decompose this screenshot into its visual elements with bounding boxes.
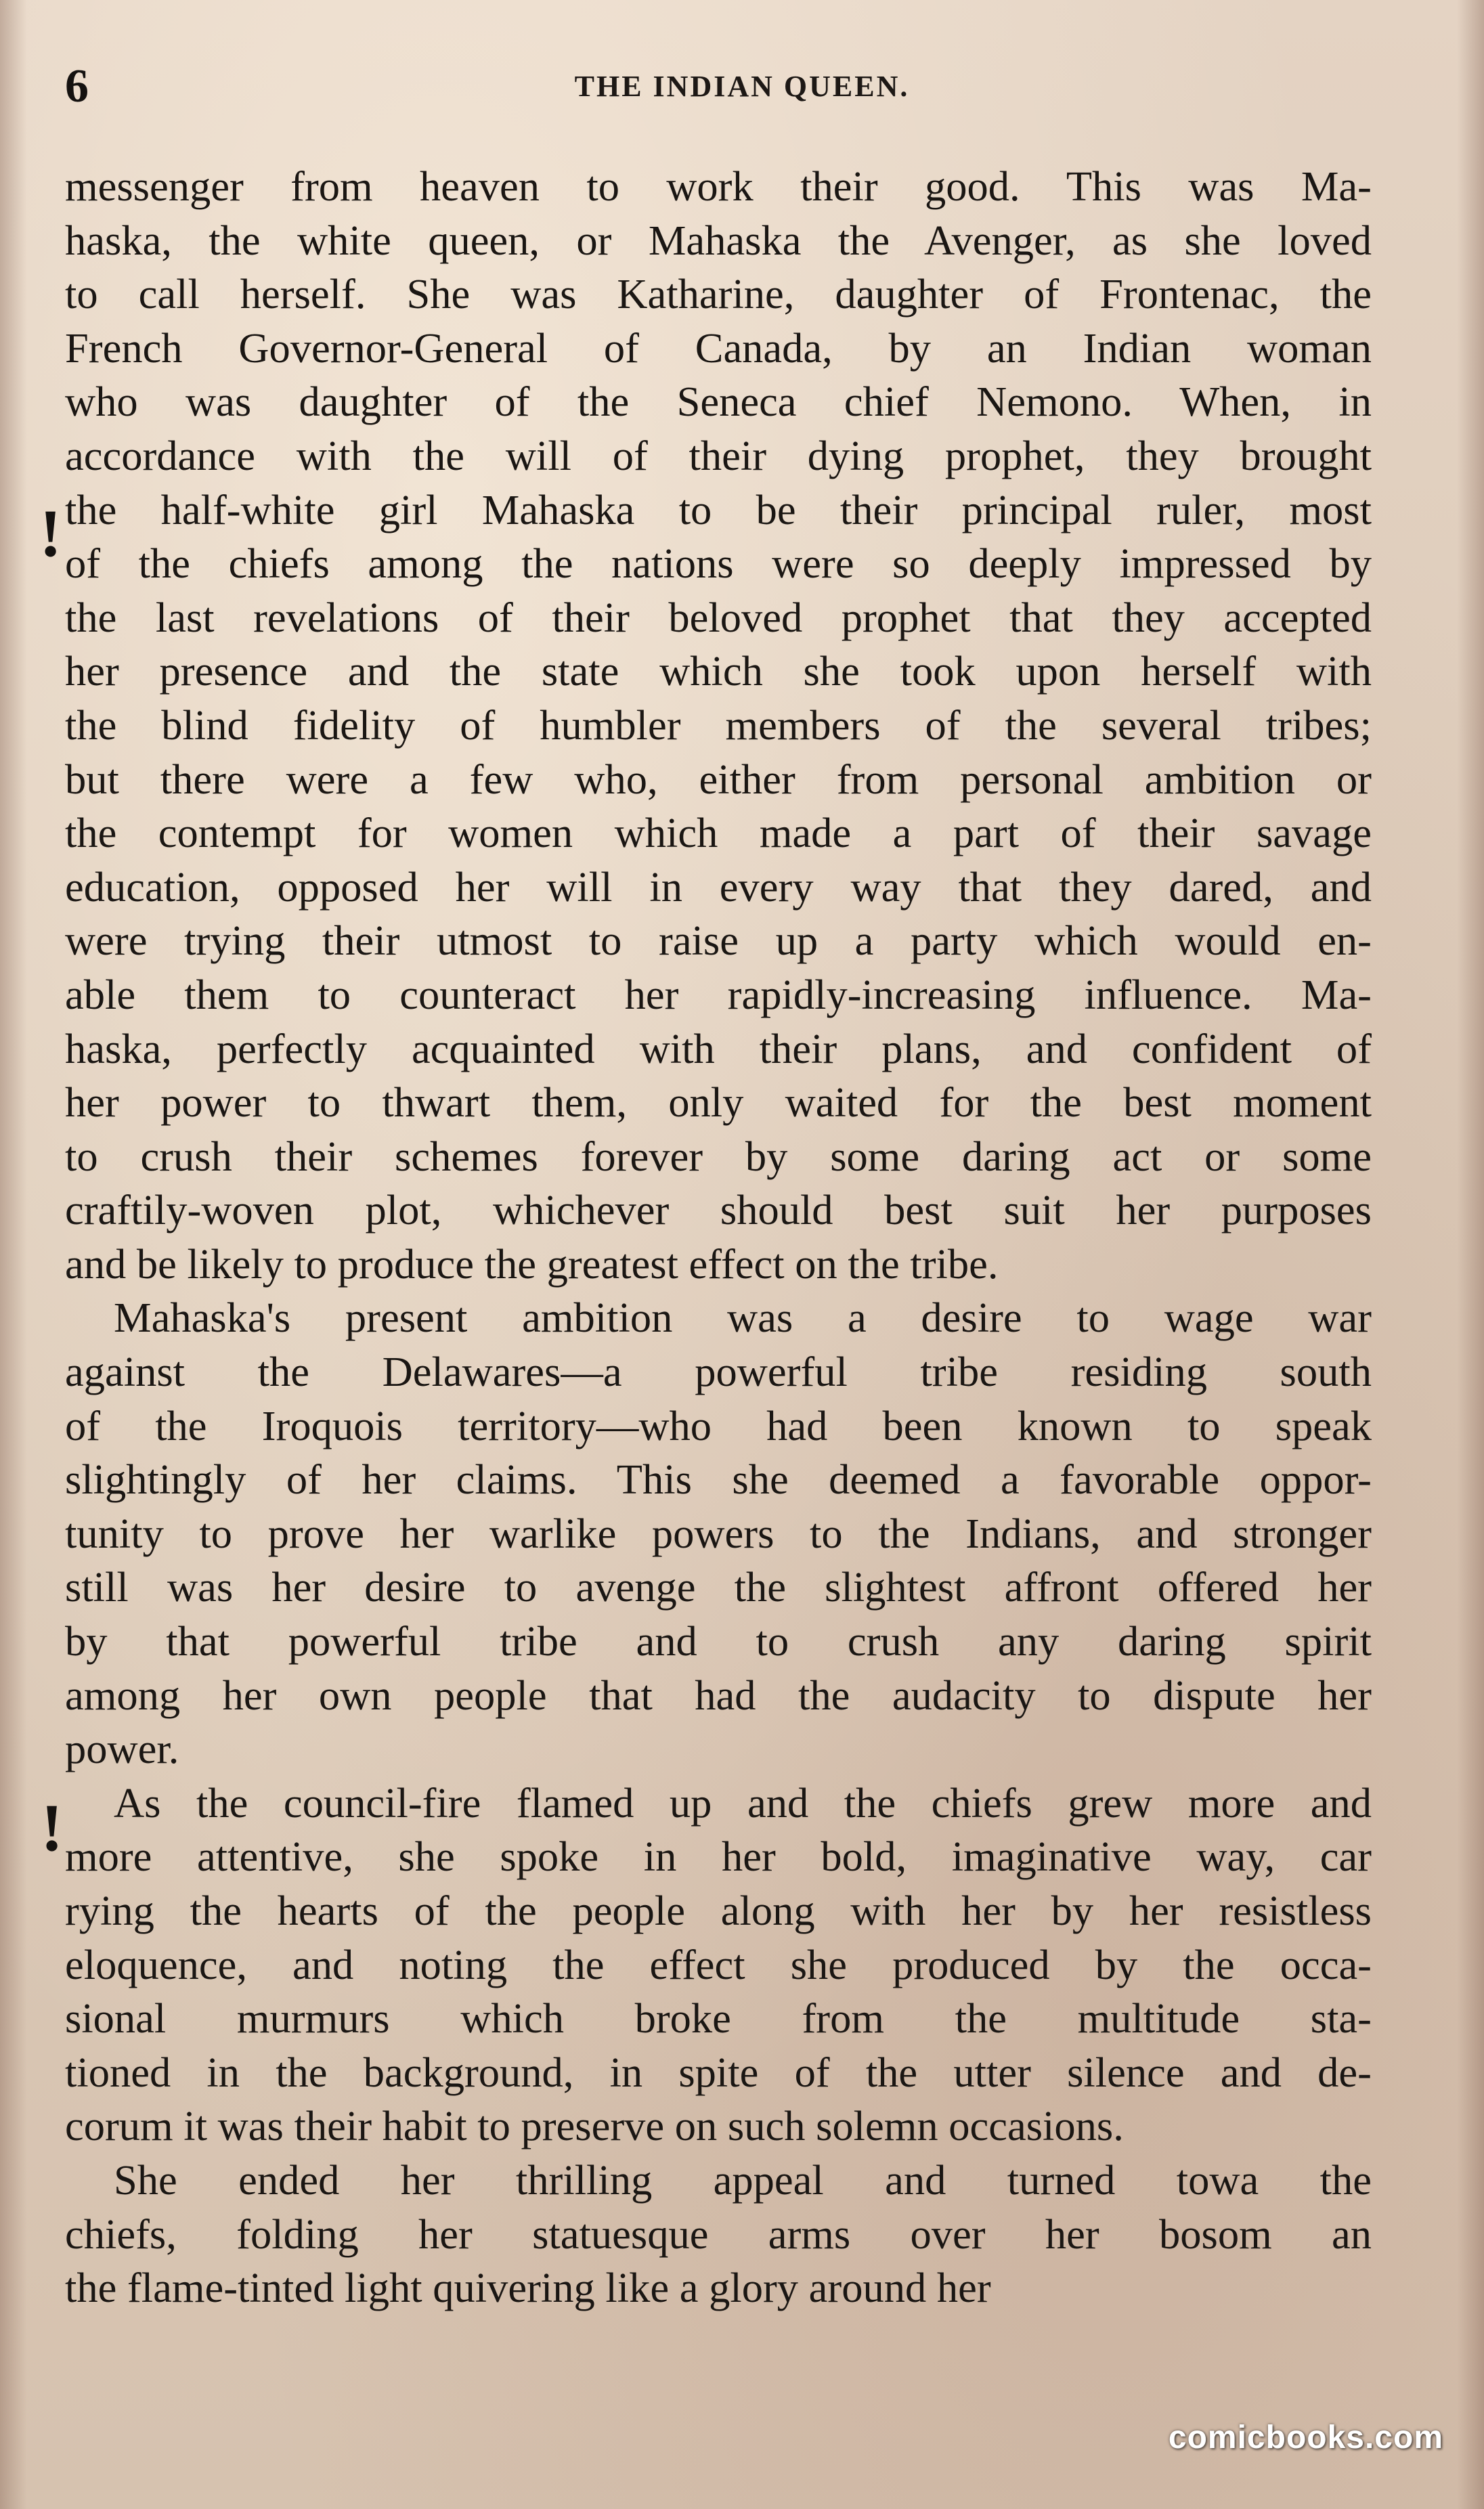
text-line: the flame-tinted light quivering like a glory around her xyxy=(65,2264,991,2312)
text-line: to call herself. She was Katharine, daughter of Frontenac, the xyxy=(65,270,1372,318)
text-line: corum it was their habit to preserve on such solemn occasions. xyxy=(65,2102,1124,2150)
text-line: As the council-fire flamed up and the chiefs grew more and xyxy=(114,1779,1372,1827)
page-edge-shadow-right xyxy=(1457,0,1484,2509)
paragraph xyxy=(65,2154,1372,2315)
text-line: the half-white girl Mahaska to be their principal ruler, most xyxy=(65,485,1372,533)
text-line: accordance with the will of their dying prophet, they brought xyxy=(65,431,1372,479)
page-number: 6 xyxy=(65,60,89,112)
paragraph xyxy=(65,1776,1372,2154)
text-line: haska, perfectly acquainted with their plans, and confident of xyxy=(65,1024,1372,1072)
text-line: eloquence, and noting the effect she produced by the occa- xyxy=(65,1940,1372,1988)
text-line: education, opposed her will in every way that they dared, and xyxy=(65,863,1372,911)
text-line: to crush their schemes forever by some daring act or some xyxy=(65,1132,1372,1180)
text-line: Mahaska's present ambition was a desire to wage war xyxy=(114,1294,1372,1342)
text-line: by that powerful tribe and to crush any daring spirit xyxy=(65,1617,1372,1665)
text-line: haska, the white queen, or Mahaska the Avenger, as she loved xyxy=(65,216,1372,264)
page-header xyxy=(65,60,1419,114)
text-line: power. xyxy=(65,1725,179,1773)
text-line: messenger from heaven to work their good. This was Ma- xyxy=(65,162,1372,210)
text-line: still was her desire to avenge the slightest affront offered her xyxy=(65,1563,1372,1611)
text-line: tunity to prove her warlike powers to the Indians, and stronger xyxy=(65,1509,1372,1557)
page-edge-shadow-left xyxy=(0,0,27,2509)
text-line: the blind fidelity of humbler members of the several tribes; xyxy=(65,701,1372,749)
margin-mark: ! xyxy=(39,496,62,571)
text-line: more attentive, she spoke in her bold, imaginative way, car xyxy=(65,1833,1372,1881)
text-line: She ended her thrilling appeal and turned towa the xyxy=(114,2156,1372,2204)
text-line: tioned in the background, in spite of the utter silence and de- xyxy=(65,2048,1372,2096)
text-line: but there were a few who, either from personal ambition or xyxy=(65,755,1372,803)
text-line: of the chiefs among the nations were so deeply impressed by xyxy=(65,540,1372,588)
text-line: rying the hearts of the people along with her by her resistless xyxy=(65,1887,1372,1934)
text-line: the contempt for women which made a part of their savage xyxy=(65,809,1372,857)
text-line: against the Delawares—a powerful tribe residing south xyxy=(65,1348,1372,1396)
text-line: able them to counteract her rapidly-increasing influence. Ma- xyxy=(65,970,1372,1018)
text-line: chiefs, folding her statuesque arms over her bosom an xyxy=(65,2210,1372,2258)
text-line: her presence and the state which she took upon herself with xyxy=(65,647,1372,695)
text-line: were trying their utmost to raise up a party which would en- xyxy=(65,917,1372,965)
text-line: of the Iroquois territory—who had been known to speak xyxy=(65,1401,1372,1449)
text-line: her power to thwart them, only waited for the best moment xyxy=(65,1078,1372,1127)
text-line: the last revelations of their beloved prophet that they accepted xyxy=(65,593,1372,641)
running-title: THE INDIAN QUEEN. xyxy=(574,70,910,103)
text-line: among her own people that had the audacity to dispute her xyxy=(65,1671,1372,1719)
body-text xyxy=(65,160,1372,2315)
margin-mark: ! xyxy=(41,1790,64,1865)
text-line: craftily-woven plot, whichever should best suit her purposes xyxy=(65,1186,1372,1234)
watermark: comicbooks.com xyxy=(1168,2420,1443,2456)
text-line: French Governor-General of Canada, by an Indian woman xyxy=(65,324,1372,372)
paragraph xyxy=(65,1291,1372,1776)
text-line: and be likely to produce the greatest effect on the tribe. xyxy=(65,1240,999,1288)
text-line: who was daughter of the Seneca chief Nemono. When, in xyxy=(65,378,1372,426)
text-line: sional murmurs which broke from the multitude sta- xyxy=(65,1994,1372,2043)
paragraph xyxy=(65,160,1372,1291)
text-line: slightingly of her claims. This she deemed a favorable oppor- xyxy=(65,1456,1372,1504)
